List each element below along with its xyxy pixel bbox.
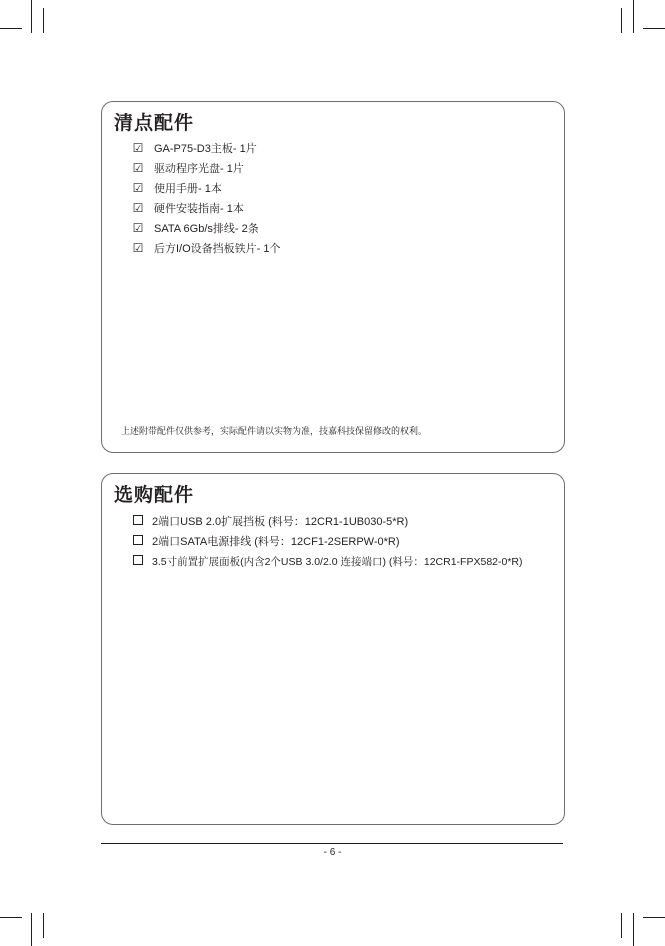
crop-mark-top-right-h <box>643 28 665 29</box>
crop-mark-top-right-v2 <box>621 8 622 33</box>
included-accessories-title: 清点配件 <box>114 112 195 134</box>
page-number: - 6 - <box>323 847 342 858</box>
crop-mark-bottom-right-v2 <box>621 913 622 938</box>
crop-mark-top-left-v2 <box>43 8 44 33</box>
empty-box-icon <box>132 514 144 528</box>
crop-mark-top-left-h <box>0 28 22 29</box>
optional-accessories-title: 选购配件 <box>114 484 195 506</box>
list-item-text: 硬件安装指南- 1本 <box>154 203 244 215</box>
crop-mark-bottom-right-h <box>643 917 665 918</box>
list-item-text: SATA 6Gb/s排线- 2条 <box>154 223 259 235</box>
crop-mark-top-right-v1 <box>633 0 634 33</box>
list-item <box>132 138 281 158</box>
list-item <box>132 178 281 198</box>
checked-box-icon: ☑ <box>132 241 144 255</box>
list-item-text: 2端口USB 2.0扩展挡板 (料号：12CR1-1UB030-5*R) <box>152 516 409 528</box>
crop-mark-bottom-left-v1 <box>31 913 32 946</box>
included-accessories-list <box>132 138 281 258</box>
optional-accessories-list <box>132 511 523 571</box>
list-item <box>132 531 523 551</box>
list-item-text: GA-P75-D3主板- 1片 <box>154 143 257 155</box>
list-item-text: 驱动程序光盘- 1片 <box>154 163 244 175</box>
included-accessories-box <box>101 101 565 453</box>
list-item <box>132 158 281 178</box>
checked-box-icon: ☑ <box>132 221 144 235</box>
checked-box-icon: ☑ <box>132 141 144 155</box>
list-item-text: 3.5寸前置扩展面板(内含2个USB 3.0/2.0 连接端口) (料号：12CR1-FPX582-0*R) <box>152 555 523 568</box>
list-item-text: 后方I/O设备挡板铁片- 1个 <box>154 243 281 255</box>
list-item <box>132 511 523 531</box>
list-item-text: 使用手册- 1本 <box>154 183 222 195</box>
list-item <box>132 551 523 571</box>
list-item <box>132 198 281 218</box>
checked-box-icon: ☑ <box>132 181 144 195</box>
crop-mark-bottom-left-v2 <box>43 913 44 938</box>
crop-mark-top-left-v1 <box>31 0 32 33</box>
list-item-text: 2端口SATA电源排线 (料号：12CF1-2SERPW-0*R) <box>152 536 400 548</box>
crop-mark-bottom-left-h <box>0 917 22 918</box>
empty-box-icon <box>132 554 144 568</box>
crop-mark-bottom-right-v1 <box>633 913 634 946</box>
checked-box-icon: ☑ <box>132 201 144 215</box>
footer-divider <box>101 843 563 844</box>
empty-box-icon <box>132 534 144 548</box>
optional-accessories-box <box>101 473 565 825</box>
checked-box-icon: ☑ <box>132 161 144 175</box>
disclaimer-note: 上述附带配件仅供参考，实际配件请以实物为准，技嘉科技保留修改的权利。 <box>121 426 428 436</box>
list-item <box>132 218 281 238</box>
list-item <box>132 238 281 258</box>
